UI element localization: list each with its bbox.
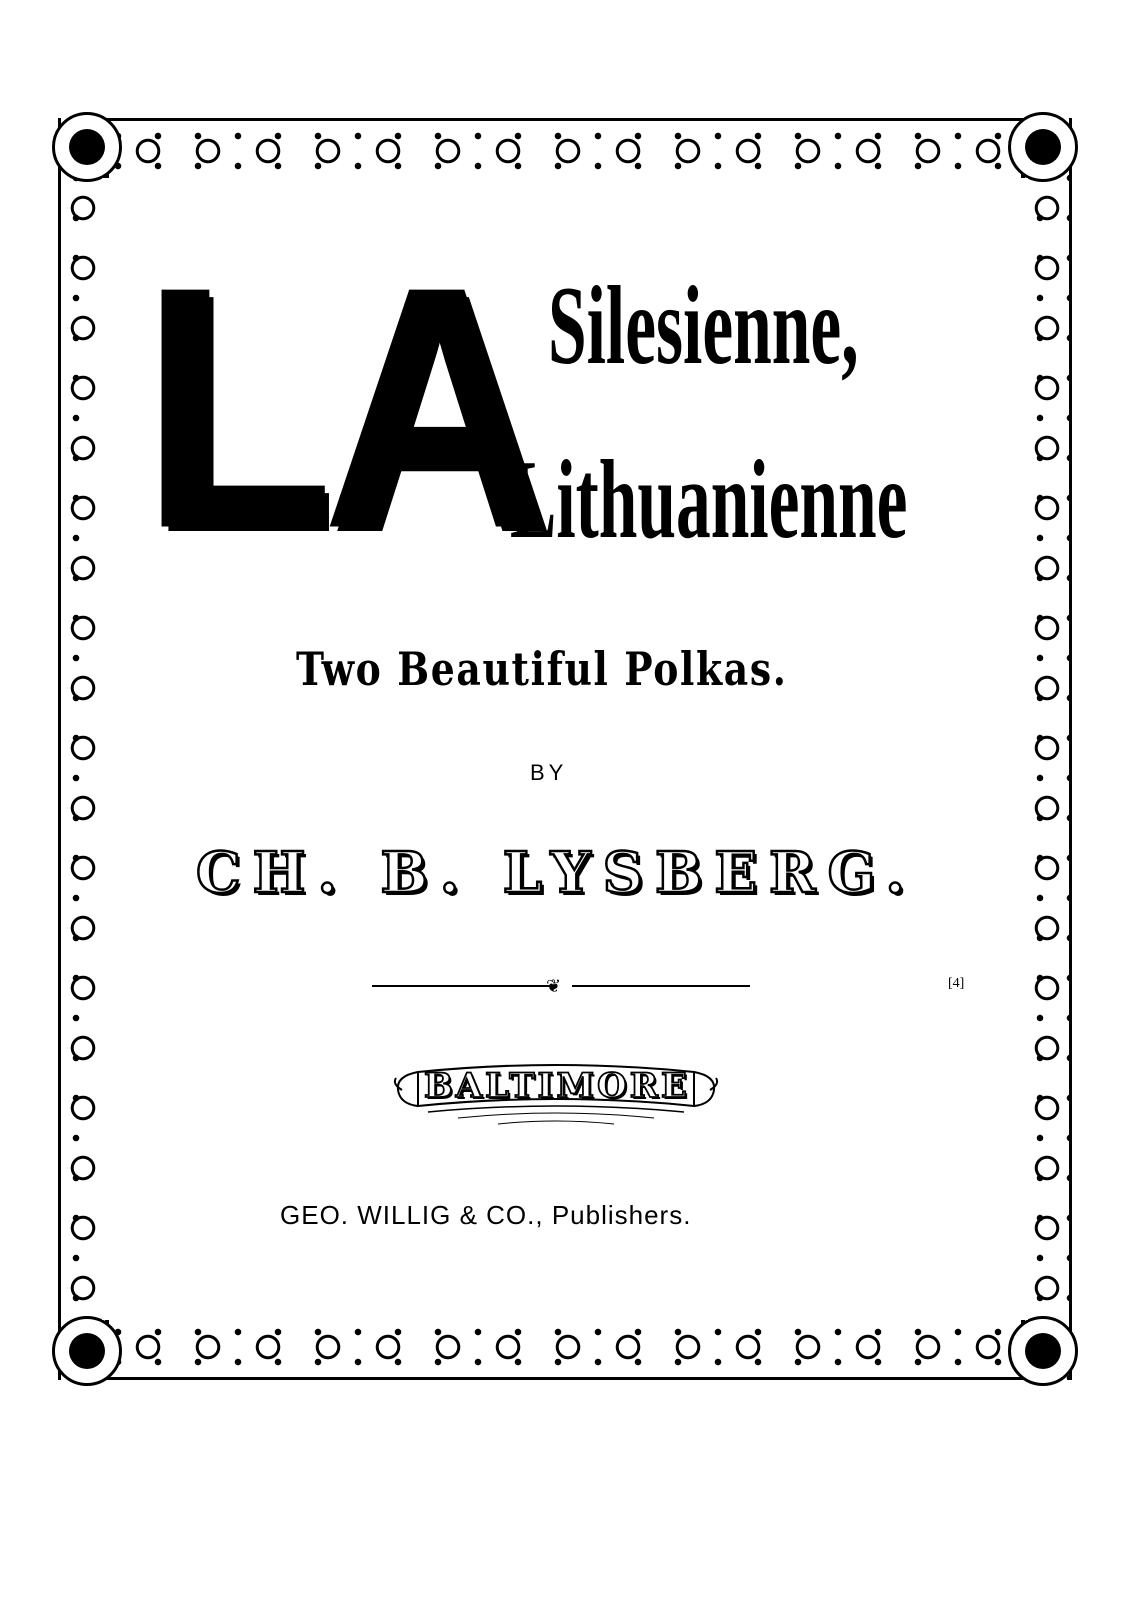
catalog-number: [4] — [948, 976, 965, 991]
city-banner — [388, 1062, 724, 1132]
floral-border-top-icon — [58, 118, 1072, 185]
corner-rosette-icon — [52, 112, 122, 182]
floral-border-right-icon — [1021, 118, 1072, 1380]
publisher-line: GEO. WILLIG & CO., Publishers. — [280, 1200, 692, 1230]
by-label: BY — [530, 760, 568, 785]
city-name: BALTIMORE — [424, 1066, 690, 1106]
corner-rosette-icon — [52, 1316, 122, 1386]
title-la — [142, 218, 541, 598]
subtitle: Two Beautiful Polkas. — [296, 642, 788, 696]
rule-ornament-icon: ❦ — [546, 976, 562, 996]
divider-rule-left — [372, 985, 550, 987]
floral-border-bottom-icon — [58, 1313, 1072, 1380]
composer-name: CH. B. LYSBERG. — [196, 840, 917, 906]
title-lithuanienne: Lithuanienne — [510, 438, 908, 562]
corner-rosette-icon — [1008, 1316, 1078, 1386]
corner-rosette-icon — [1008, 112, 1078, 182]
title-la-text: LA — [142, 218, 541, 598]
divider-rule-right — [572, 985, 750, 987]
title-silesienne: Silesienne, — [548, 264, 859, 388]
